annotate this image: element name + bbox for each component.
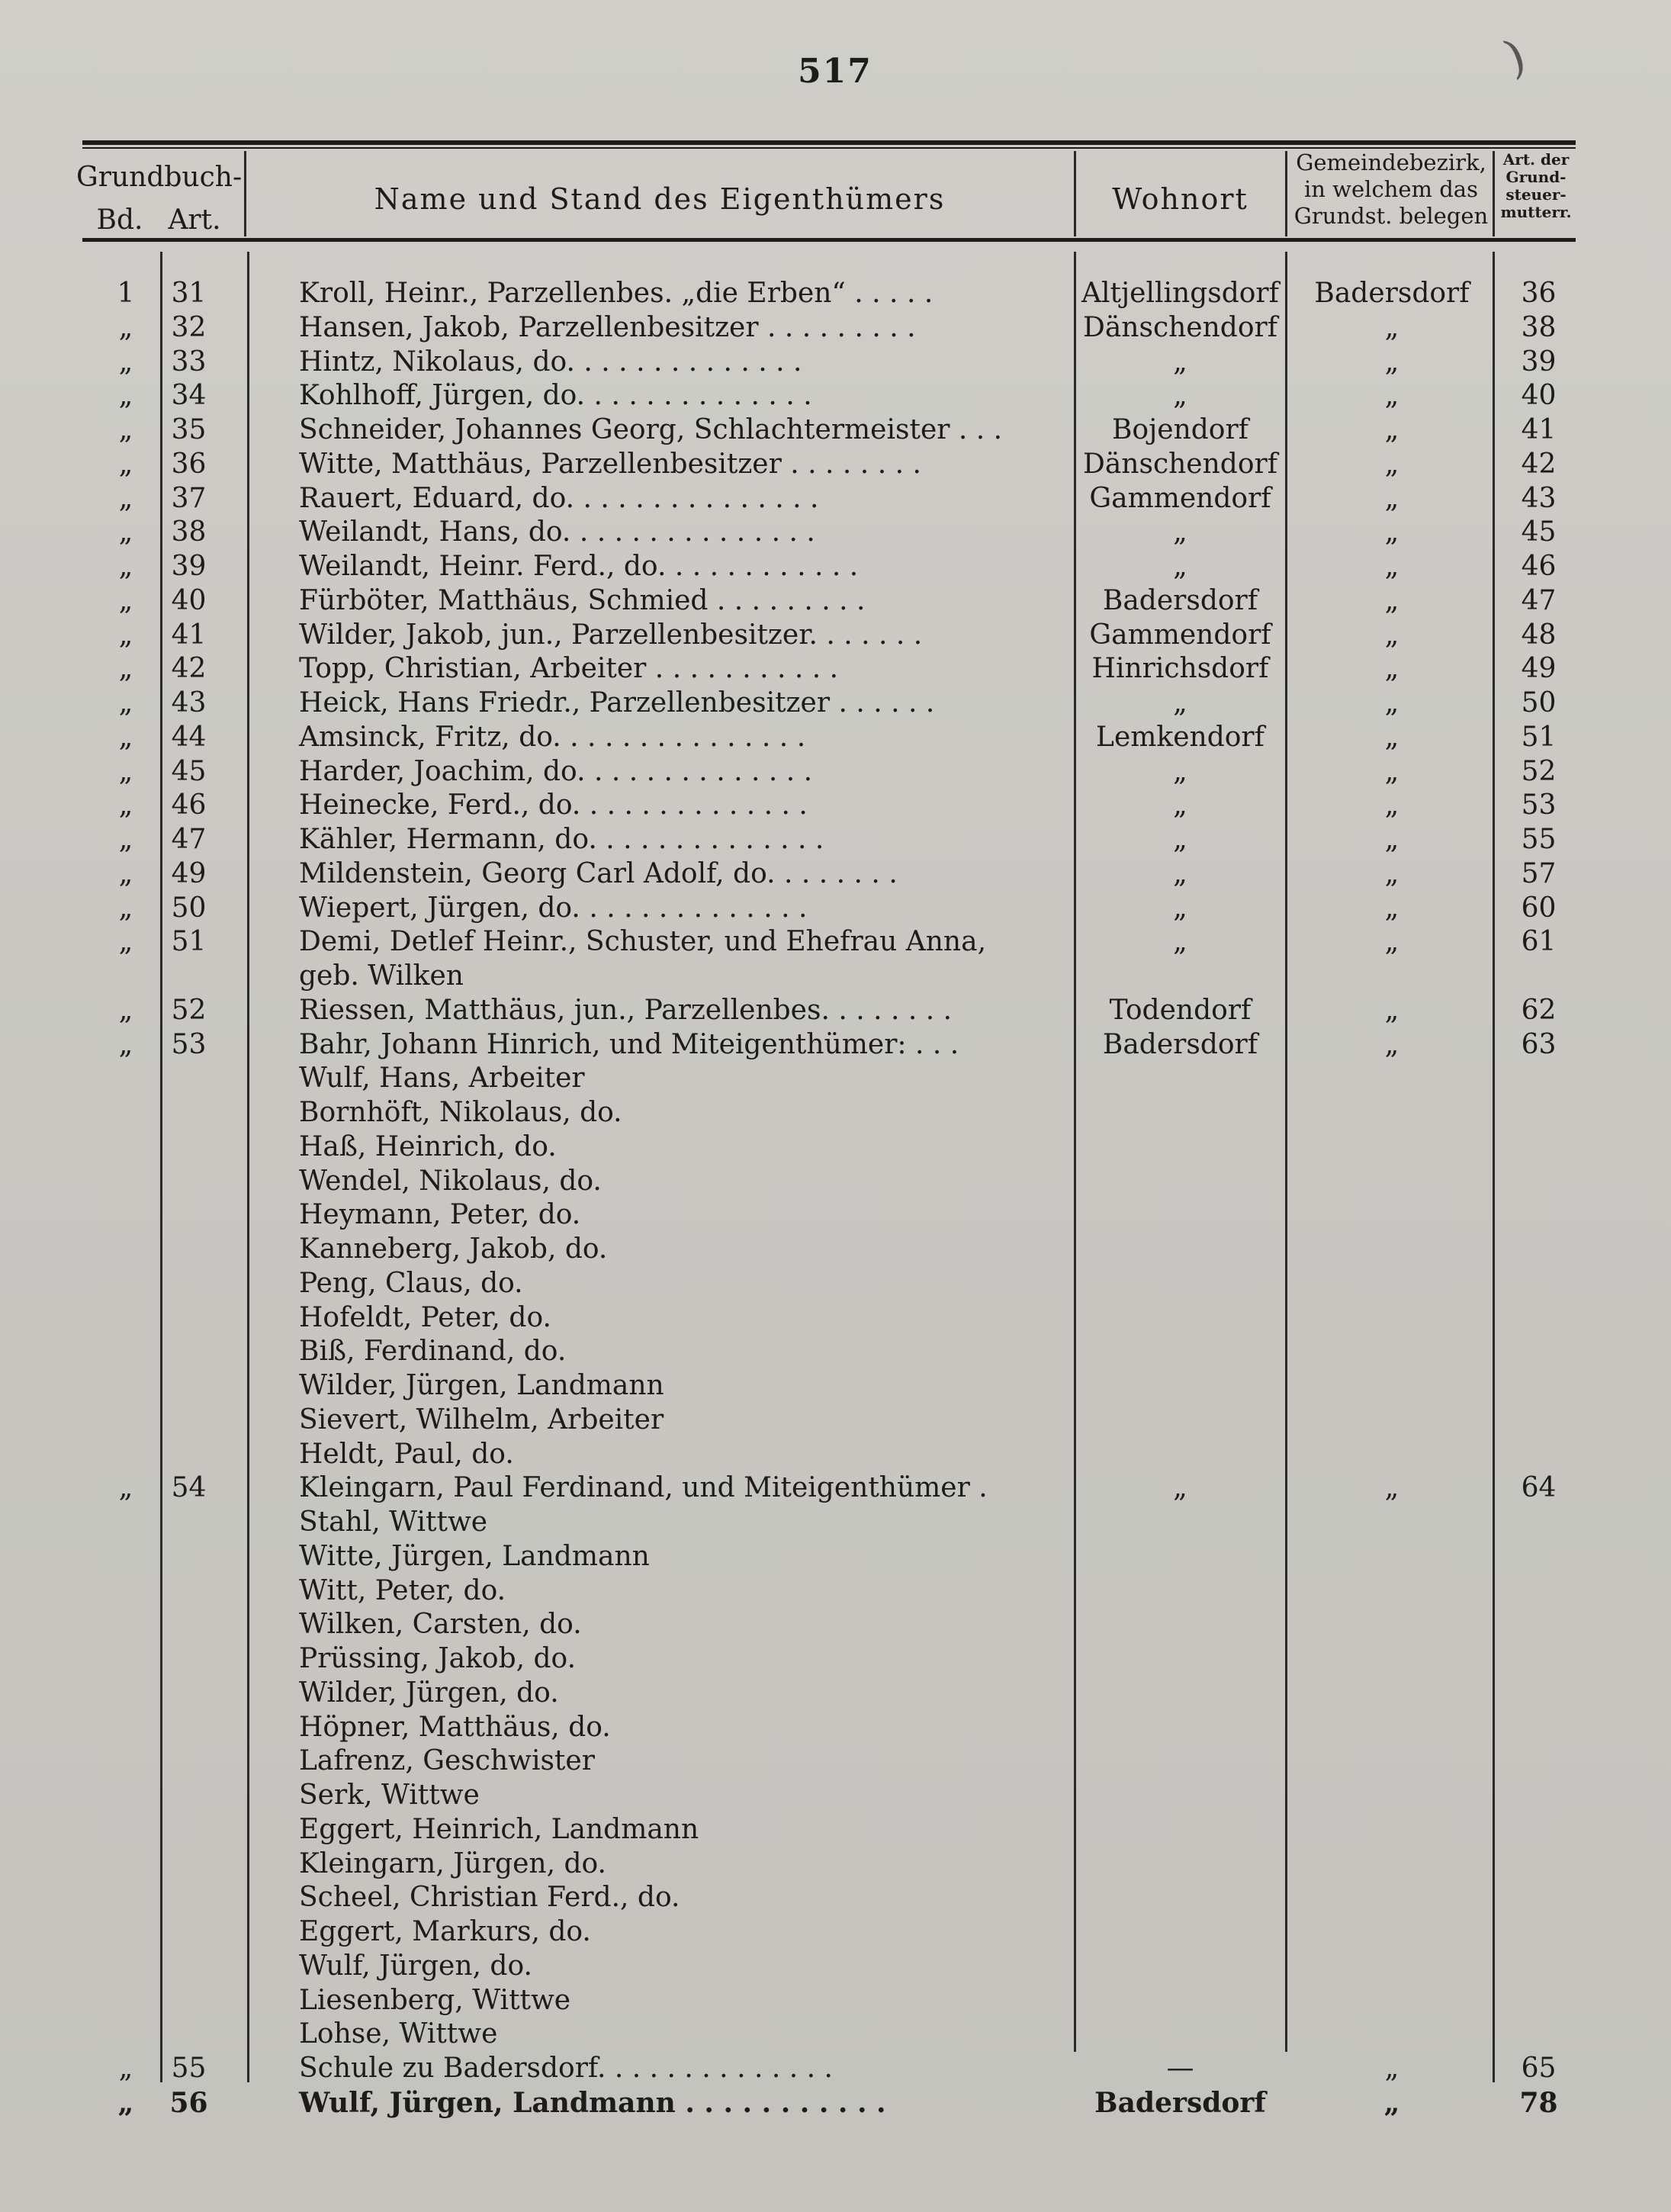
- cell-name: Wilder, Jürgen, do.: [299, 1677, 559, 1709]
- cell-art-grundsteuer: 65: [1521, 2053, 1557, 2084]
- cell-gemeinde: „: [1384, 789, 1399, 821]
- cell-name: Bahr, Johann Hinrich, und Miteigenthümer: . . .: [299, 1029, 959, 1060]
- table-row: [0, 858, 1671, 892]
- cell-name: Schneider, Johannes Georg, Schlachtermeister . . .: [299, 414, 1003, 445]
- cell-wohnort: „: [1173, 516, 1187, 548]
- cell-art: 44: [171, 722, 207, 753]
- cell-name: Wilken, Carsten, do.: [299, 1609, 582, 1640]
- table-row: [0, 756, 1671, 790]
- cell-art: 51: [171, 926, 207, 957]
- table-row: [0, 1302, 1671, 1336]
- header-art-grundsteuer: [1495, 151, 1577, 221]
- cell-name: Wilder, Jürgen, Landmann: [299, 1370, 664, 1401]
- cell-gemeinde: „: [1384, 312, 1399, 343]
- cell-name: Hintz, Nikolaus, do. . . . . . . . . . . . . .: [299, 346, 802, 378]
- cell-art: 35: [171, 414, 207, 445]
- table-row: [0, 1506, 1671, 1541]
- table-row: [0, 2018, 1671, 2053]
- cell-wohnort: „: [1173, 789, 1187, 821]
- cell-name: geb. Wilken: [299, 960, 464, 992]
- cell-bd: „: [118, 722, 133, 753]
- table-row: [0, 1439, 1671, 1473]
- cell-art: 38: [171, 516, 207, 548]
- header-wohnort: Wohnort: [1112, 182, 1248, 216]
- cell-art: 34: [171, 380, 207, 411]
- cell-gemeinde: „: [1384, 2053, 1399, 2084]
- cell-bd: „: [118, 892, 133, 924]
- table-row: [0, 1165, 1671, 1200]
- table-row: [0, 1916, 1671, 1950]
- cell-wohnort: Badersdorf: [1094, 2087, 1266, 2119]
- cell-name: Heymann, Peter, do.: [299, 1199, 581, 1230]
- cell-wohnort: Bojendorf: [1111, 414, 1249, 445]
- cell-wohnort: „: [1173, 858, 1187, 889]
- header-artgs-line: steuer-: [1506, 185, 1567, 204]
- cell-name: Wulf, Hans, Arbeiter: [299, 1063, 585, 1094]
- cell-wohnort: „: [1173, 824, 1187, 855]
- cell-wohnort: Badersdorf: [1102, 1029, 1258, 1060]
- header-artgs-line: Grund-: [1506, 168, 1567, 186]
- header-art: Art.: [168, 204, 221, 236]
- header-top-rule: [82, 140, 1576, 145]
- header-divider: [244, 151, 246, 236]
- cell-name: Biß, Ferdinand, do.: [299, 1336, 567, 1367]
- cell-art-grundsteuer: 38: [1521, 312, 1557, 343]
- header-gemeindebezirk: [1287, 150, 1495, 229]
- cell-art-grundsteuer: 62: [1521, 995, 1557, 1026]
- cell-art: 47: [171, 824, 207, 855]
- page-number: 517: [798, 52, 872, 91]
- cell-art-grundsteuer: 78: [1519, 2087, 1558, 2119]
- cell-name: Peng, Claus, do.: [299, 1268, 523, 1299]
- cell-art-grundsteuer: 61: [1521, 926, 1557, 957]
- cell-wohnort: „: [1173, 380, 1187, 411]
- cell-art-grundsteuer: 50: [1521, 687, 1557, 719]
- table-row: [0, 1541, 1671, 1575]
- cell-art-grundsteuer: 49: [1521, 653, 1557, 684]
- table-row: [0, 1985, 1671, 2019]
- cell-bd: „: [118, 995, 133, 1026]
- table-row: [0, 1609, 1671, 1643]
- cell-art-grundsteuer: 57: [1521, 858, 1557, 889]
- table-row: [0, 2087, 1671, 2121]
- cell-name: Kohlhoff, Jürgen, do. . . . . . . . . . . . . .: [299, 380, 812, 411]
- cell-bd: „: [117, 2087, 134, 2119]
- cell-art: 40: [171, 585, 207, 616]
- cell-bd: „: [118, 312, 133, 343]
- cell-gemeinde: „: [1384, 449, 1399, 480]
- cell-art-grundsteuer: 63: [1521, 1029, 1557, 1060]
- cell-name: Heinecke, Ferd., do. . . . . . . . . . . . . .: [299, 789, 808, 821]
- table-row: [0, 449, 1671, 483]
- cell-art-grundsteuer: 47: [1521, 585, 1557, 616]
- cell-gemeinde: „: [1384, 619, 1399, 651]
- cell-wohnort: „: [1173, 926, 1187, 957]
- cell-name: Kleingarn, Jürgen, do.: [299, 1848, 606, 1879]
- table-row: [0, 346, 1671, 381]
- cell-wohnort: „: [1173, 551, 1187, 582]
- cell-bd: „: [118, 789, 133, 821]
- cell-bd: „: [118, 926, 133, 957]
- cell-bd: „: [118, 414, 133, 445]
- table-row: [0, 722, 1671, 756]
- cell-name: Liesenberg, Wittwe: [299, 1985, 571, 2016]
- table-row: [0, 960, 1671, 995]
- cell-art-grundsteuer: 45: [1521, 516, 1557, 548]
- cell-name: Witte, Jürgen, Landmann: [299, 1541, 650, 1572]
- cell-art: 36: [171, 449, 207, 480]
- cell-art: 54: [171, 1472, 207, 1503]
- table-row: [0, 483, 1671, 517]
- cell-gemeinde: „: [1383, 2087, 1400, 2119]
- table-row: [0, 1336, 1671, 1370]
- table-row: [0, 1677, 1671, 1712]
- cell-bd: „: [118, 653, 133, 684]
- table-row: [0, 1643, 1671, 1677]
- table-row: [0, 1814, 1671, 1848]
- cell-wohnort: Gammendorf: [1089, 483, 1271, 514]
- cell-wohnort: Badersdorf: [1102, 585, 1258, 616]
- cell-name: Scheel, Christian Ferd., do.: [299, 1882, 680, 1913]
- header-top-rule-thin: [82, 147, 1576, 149]
- table-row: [0, 995, 1671, 1029]
- table-row: [0, 516, 1671, 551]
- cell-art: 52: [171, 995, 207, 1026]
- header-artgs-line: Art. der: [1502, 150, 1570, 169]
- cell-name: Riessen, Matthäus, jun., Parzellenbes. . . . . . . .: [299, 995, 953, 1026]
- cell-gemeinde: „: [1384, 1472, 1399, 1503]
- cell-art-grundsteuer: 51: [1521, 722, 1557, 753]
- header-divider: [1074, 151, 1076, 236]
- cell-wohnort: Altjellingsdorf: [1081, 278, 1279, 309]
- cell-art-grundsteuer: 46: [1521, 551, 1557, 582]
- table-row: [0, 1268, 1671, 1302]
- cell-name: Weilandt, Heinr. Ferd., do. . . . . . . . . . . .: [299, 551, 859, 582]
- table-row: [0, 1131, 1671, 1165]
- cell-wohnort: Hinrichsdorf: [1091, 653, 1269, 684]
- cell-bd: „: [118, 2053, 133, 2084]
- cell-art-grundsteuer: 40: [1521, 380, 1557, 411]
- cell-wohnort: Gammendorf: [1089, 619, 1271, 651]
- cell-gemeinde: „: [1384, 380, 1399, 411]
- cell-name: Haß, Heinrich, do.: [299, 1131, 557, 1162]
- cell-name: Sievert, Wilhelm, Arbeiter: [299, 1404, 664, 1436]
- cell-name: Schule zu Badersdorf. . . . . . . . . . . . . .: [299, 2053, 833, 2084]
- cell-art-grundsteuer: 55: [1521, 824, 1557, 855]
- cell-gemeinde: „: [1384, 346, 1399, 378]
- cell-gemeinde: „: [1384, 516, 1399, 548]
- cell-bd: 1: [117, 278, 135, 309]
- cell-gemeinde: „: [1384, 926, 1399, 957]
- cell-art: 33: [171, 346, 207, 378]
- cell-gemeinde: Badersdorf: [1314, 278, 1470, 309]
- cell-name: Lafrenz, Geschwister: [299, 1745, 595, 1776]
- cell-name: Fürböter, Matthäus, Schmied . . . . . . . . .: [299, 585, 866, 616]
- header-gemeinde-line: Grundst. belegen: [1293, 202, 1489, 229]
- cell-name: Rauert, Eduard, do. . . . . . . . . . . . . . .: [299, 483, 819, 514]
- cell-bd: „: [118, 858, 133, 889]
- table-row: [0, 414, 1671, 449]
- cell-bd: „: [118, 346, 133, 378]
- cell-art-grundsteuer: 52: [1521, 756, 1557, 787]
- cell-art: 50: [171, 892, 207, 924]
- cell-gemeinde: „: [1384, 414, 1399, 445]
- cell-bd: „: [118, 516, 133, 548]
- cell-name: Serk, Wittwe: [299, 1780, 480, 1811]
- cell-art: 55: [171, 2053, 207, 2084]
- cell-wohnort: „: [1173, 687, 1187, 719]
- cell-name: Wulf, Jürgen, do.: [299, 1950, 532, 1982]
- cell-name: Wulf, Jürgen, Landmann . . . . . . . . . . .: [299, 2087, 886, 2119]
- table-row: [0, 789, 1671, 824]
- cell-gemeinde: „: [1384, 892, 1399, 924]
- header-grundbuch: Grundbuch-: [76, 162, 243, 193]
- cell-wohnort: Todendorf: [1109, 995, 1252, 1026]
- table-row: [0, 1882, 1671, 1916]
- table-row: [0, 1097, 1671, 1131]
- table-row: [0, 892, 1671, 927]
- cell-gemeinde: „: [1384, 858, 1399, 889]
- table-row: [0, 1950, 1671, 1985]
- header-bottom-rule: [82, 238, 1576, 242]
- cell-bd: „: [118, 585, 133, 616]
- cell-name: Hansen, Jakob, Parzellenbesitzer . . . . . . . . .: [299, 312, 916, 343]
- cell-name: Wendel, Nikolaus, do.: [299, 1165, 602, 1197]
- header-divider: [1493, 151, 1495, 236]
- cell-wohnort: „: [1173, 892, 1187, 924]
- cell-name: Stahl, Wittwe: [299, 1506, 488, 1538]
- cell-gemeinde: „: [1384, 995, 1399, 1026]
- table-row: [0, 1199, 1671, 1233]
- table-row: [0, 619, 1671, 654]
- cell-name: Amsinck, Fritz, do. . . . . . . . . . . . . . .: [299, 722, 806, 753]
- header-bd: Bd.: [96, 204, 143, 236]
- header-name-stand: Name und Stand des Eigenthümers: [374, 182, 946, 216]
- cell-name: Eggert, Heinrich, Landmann: [299, 1814, 699, 1845]
- cell-gemeinde: „: [1384, 687, 1399, 719]
- table-row: [0, 1745, 1671, 1780]
- table-row: [0, 1780, 1671, 1814]
- cell-wohnort: „: [1173, 346, 1187, 378]
- cell-wohnort: „: [1173, 1472, 1187, 1503]
- cell-art: 49: [171, 858, 207, 889]
- table-row: [0, 312, 1671, 346]
- cell-name: Witte, Matthäus, Parzellenbesitzer . . . . . . . .: [299, 449, 921, 480]
- cell-gemeinde: „: [1384, 722, 1399, 753]
- table-row: [0, 687, 1671, 722]
- cell-art: 56: [169, 2087, 208, 2119]
- table-row: [0, 2053, 1671, 2087]
- cell-art-grundsteuer: 39: [1521, 346, 1557, 378]
- table-row: [0, 551, 1671, 585]
- cell-gemeinde: „: [1384, 585, 1399, 616]
- cell-art: 37: [171, 483, 207, 514]
- cell-gemeinde: „: [1384, 1029, 1399, 1060]
- cell-name: Wiepert, Jürgen, do. . . . . . . . . . . . . .: [299, 892, 808, 924]
- cell-art-grundsteuer: 36: [1521, 278, 1557, 309]
- cell-art-grundsteuer: 53: [1521, 789, 1557, 821]
- cell-art-grundsteuer: 48: [1521, 619, 1557, 651]
- cell-art-grundsteuer: 43: [1521, 483, 1557, 514]
- cell-bd: „: [118, 756, 133, 787]
- table-row: [0, 585, 1671, 619]
- table-row: [0, 653, 1671, 687]
- table-row: [0, 1370, 1671, 1404]
- cell-gemeinde: „: [1384, 653, 1399, 684]
- cell-art-grundsteuer: 41: [1521, 414, 1557, 445]
- cell-art: 32: [171, 312, 207, 343]
- table-row: [0, 278, 1671, 312]
- cell-gemeinde: „: [1384, 483, 1399, 514]
- cell-name: Prüssing, Jakob, do.: [299, 1643, 577, 1674]
- table-row: [0, 1233, 1671, 1268]
- cell-bd: „: [118, 380, 133, 411]
- cell-wohnort: Lemkendorf: [1096, 722, 1264, 753]
- cell-name: Topp, Christian, Arbeiter . . . . . . . . . . .: [299, 653, 839, 684]
- cell-art-grundsteuer: 60: [1521, 892, 1557, 924]
- table-row: [0, 824, 1671, 858]
- cell-name: Harder, Joachim, do. . . . . . . . . . . . . .: [299, 756, 813, 787]
- cell-wohnort: Dänschendorf: [1082, 312, 1278, 343]
- cell-bd: „: [118, 619, 133, 651]
- table-row: [0, 926, 1671, 960]
- cell-art: 31: [171, 278, 207, 309]
- cell-wohnort: „: [1173, 756, 1187, 787]
- cell-bd: „: [118, 824, 133, 855]
- table-row: [0, 1063, 1671, 1097]
- cell-bd: „: [118, 1029, 133, 1060]
- cell-bd: „: [118, 449, 133, 480]
- cell-art-grundsteuer: 42: [1521, 449, 1557, 480]
- cell-name: Kroll, Heinr., Parzellenbes. „die Erben“ . . . . .: [299, 278, 934, 309]
- cell-name: Höpner, Matthäus, do.: [299, 1712, 611, 1743]
- cell-art-grundsteuer: 64: [1521, 1472, 1557, 1503]
- cell-art: 46: [171, 789, 207, 821]
- cell-bd: „: [118, 483, 133, 514]
- cell-art: 42: [171, 653, 207, 684]
- cell-art: 39: [171, 551, 207, 582]
- table-row: [0, 1029, 1671, 1063]
- cell-gemeinde: „: [1384, 824, 1399, 855]
- table-row: [0, 1404, 1671, 1439]
- cell-name: Kähler, Hermann, do. . . . . . . . . . . . . .: [299, 824, 824, 855]
- cell-art: 45: [171, 756, 207, 787]
- cell-name: Hofeldt, Peter, do.: [299, 1302, 551, 1333]
- table-row: [0, 1472, 1671, 1506]
- cell-gemeinde: „: [1384, 551, 1399, 582]
- cell-name: Demi, Detlef Heinr., Schuster, und Ehefrau Anna,: [299, 926, 987, 957]
- table-row: [0, 1575, 1671, 1609]
- cell-wohnort: —: [1166, 2053, 1194, 2084]
- cell-name: Lohse, Wittwe: [299, 2018, 498, 2050]
- header-divider: [1285, 151, 1287, 236]
- table-row: [0, 1712, 1671, 1746]
- corner-pencil-mark: ): [1497, 29, 1533, 85]
- cell-name: Bornhöft, Nikolaus, do.: [299, 1097, 622, 1128]
- cell-wohnort: Dänschendorf: [1082, 449, 1278, 480]
- cell-bd: „: [118, 551, 133, 582]
- cell-art: 41: [171, 619, 207, 651]
- table-row: [0, 1848, 1671, 1882]
- cell-name: Wilder, Jakob, jun., Parzellenbesitzer. . . . . . .: [299, 619, 923, 651]
- cell-name: Eggert, Markurs, do.: [299, 1916, 591, 1947]
- cell-name: Kanneberg, Jakob, do.: [299, 1233, 608, 1265]
- cell-art: 53: [171, 1029, 207, 1060]
- cell-name: Mildenstein, Georg Carl Adolf, do. . . . . . . .: [299, 858, 898, 889]
- table-row: [0, 380, 1671, 414]
- cell-name: Witt, Peter, do.: [299, 1575, 506, 1606]
- header-gemeinde-line: in welchem das: [1304, 175, 1478, 202]
- cell-art: 43: [171, 687, 207, 719]
- cell-bd: „: [118, 687, 133, 719]
- cell-name: Kleingarn, Paul Ferdinand, und Miteigenthümer .: [299, 1472, 988, 1503]
- header-gemeinde-line: Gemeindebezirk,: [1296, 150, 1486, 175]
- header-artgs-line: mutterr.: [1500, 203, 1572, 221]
- cell-name: Heick, Hans Friedr., Parzellenbesitzer . . . . . .: [299, 687, 935, 719]
- cell-gemeinde: „: [1384, 756, 1399, 787]
- cell-name: Heldt, Paul, do.: [299, 1439, 514, 1470]
- cell-bd: „: [118, 1472, 133, 1503]
- cell-name: Weilandt, Hans, do. . . . . . . . . . . . . . .: [299, 516, 815, 548]
